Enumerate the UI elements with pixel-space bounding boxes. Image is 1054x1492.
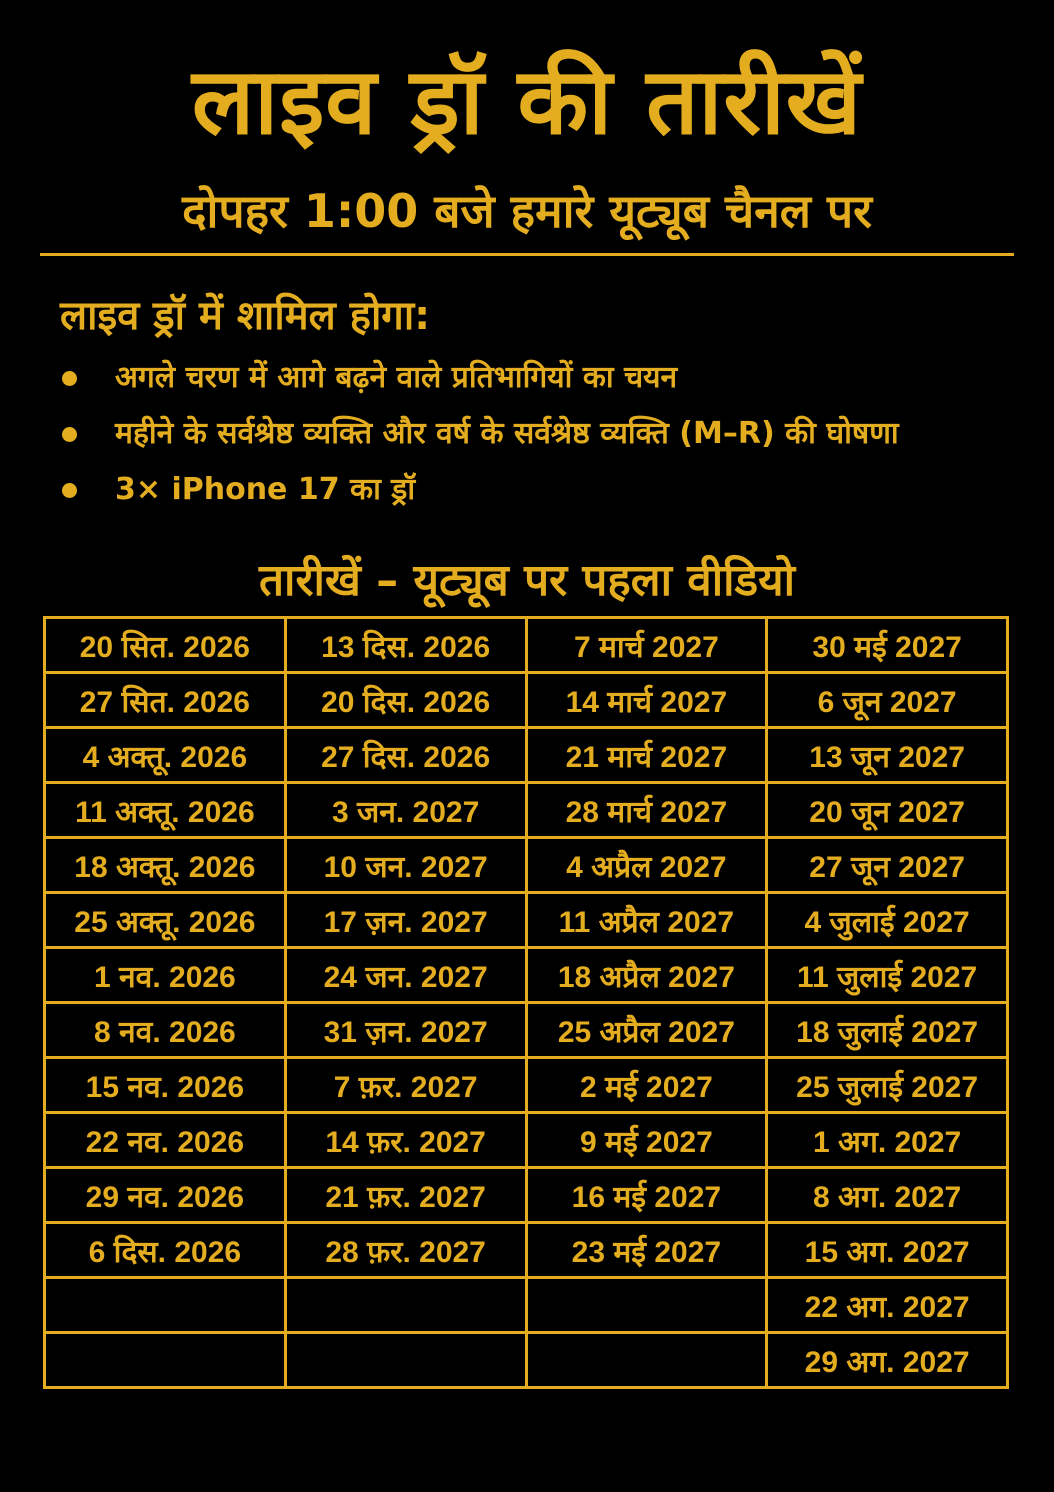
date-cell: 20 दिस. 2026 (285, 673, 526, 728)
date-cell: 11 अप्रैल 2027 (526, 893, 767, 948)
date-cell: 11 अक्तू. 2026 (45, 783, 286, 838)
page-subtitle: दोपहर 1:00 बजे हमारे यूट्यूब चैनल पर (182, 184, 872, 238)
table-row (45, 618, 1008, 673)
date-cell (285, 1278, 526, 1333)
divider (40, 253, 1014, 256)
date-cell: 18 अप्रैल 2027 (526, 948, 767, 1003)
table-row (45, 1058, 1008, 1113)
dates-table (43, 616, 1009, 1389)
date-cell: 15 अग. 2027 (767, 1223, 1008, 1278)
table-row (45, 1333, 1008, 1388)
date-cell: 17 ज़न. 2027 (285, 893, 526, 948)
date-cell: 7 फ़र. 2027 (285, 1058, 526, 1113)
list-item (60, 462, 899, 518)
date-cell: 22 अग. 2027 (767, 1278, 1008, 1333)
date-cell: 22 नव. 2026 (45, 1113, 286, 1168)
date-cell (285, 1333, 526, 1388)
page-title: लाइव ड्रॉ की तारीखें (191, 48, 863, 155)
date-cell: 1 अग. 2027 (767, 1113, 1008, 1168)
date-cell: 20 सित. 2026 (45, 618, 286, 673)
date-cell: 31 ज़न. 2027 (285, 1003, 526, 1058)
date-cell: 30 मई 2027 (767, 618, 1008, 673)
includes-list (60, 350, 899, 518)
table-row (45, 783, 1008, 838)
list-item-text: अगले चरण में आगे बढ़ने वाले प्रतिभागियों का चयन (115, 360, 678, 395)
date-cell: 25 अक्तू. 2026 (45, 893, 286, 948)
table-row (45, 1278, 1008, 1333)
date-cell: 3 जन. 2027 (285, 783, 526, 838)
date-cell: 16 मई 2027 (526, 1168, 767, 1223)
date-cell: 7 मार्च 2027 (526, 618, 767, 673)
table-row (45, 1113, 1008, 1168)
date-cell: 4 जुलाई 2027 (767, 893, 1008, 948)
date-cell: 8 नव. 2026 (45, 1003, 286, 1058)
date-cell: 6 दिस. 2026 (45, 1223, 286, 1278)
list-item (60, 406, 899, 462)
date-cell: 24 जन. 2027 (285, 948, 526, 1003)
date-cell (45, 1278, 286, 1333)
table-row (45, 1168, 1008, 1223)
bullet-icon (62, 371, 77, 386)
table-row (45, 1223, 1008, 1278)
date-cell: 29 अग. 2027 (767, 1333, 1008, 1388)
date-cell: 11 जुलाई 2027 (767, 948, 1008, 1003)
table-row (45, 838, 1008, 893)
table-row (45, 893, 1008, 948)
date-cell: 10 जन. 2027 (285, 838, 526, 893)
date-cell: 1 नव. 2026 (45, 948, 286, 1003)
date-cell: 23 मई 2027 (526, 1223, 767, 1278)
date-cell: 4 अप्रैल 2027 (526, 838, 767, 893)
date-cell: 4 अक्तू. 2026 (45, 728, 286, 783)
list-item-text: महीने के सर्वश्रेष्ठ व्यक्ति और वर्ष के सर्वश्रेष्ठ व्यक्ति (M–R) की घोषणा (115, 416, 899, 451)
date-cell (526, 1278, 767, 1333)
dates-heading: तारीखें – यूट्यूब पर पहला वीडियो (258, 555, 796, 606)
date-cell: 13 दिस. 2026 (285, 618, 526, 673)
date-cell: 29 नव. 2026 (45, 1168, 286, 1223)
date-cell (45, 1333, 286, 1388)
table-row (45, 948, 1008, 1003)
date-cell: 2 मई 2027 (526, 1058, 767, 1113)
date-cell: 21 मार्च 2027 (526, 728, 767, 783)
date-cell: 28 मार्च 2027 (526, 783, 767, 838)
date-cell: 14 फ़र. 2027 (285, 1113, 526, 1168)
date-cell: 21 फ़र. 2027 (285, 1168, 526, 1223)
date-cell: 20 जून 2027 (767, 783, 1008, 838)
date-cell: 27 दिस. 2026 (285, 728, 526, 783)
list-item (60, 350, 899, 406)
date-cell: 27 सित. 2026 (45, 673, 286, 728)
table-row (45, 673, 1008, 728)
list-item-text: 3× iPhone 17 का ड्रॉ (115, 472, 416, 507)
date-cell: 6 जून 2027 (767, 673, 1008, 728)
date-cell: 18 अक्तू. 2026 (45, 838, 286, 893)
date-cell (526, 1333, 767, 1388)
date-cell: 27 जून 2027 (767, 838, 1008, 893)
date-cell: 15 नव. 2026 (45, 1058, 286, 1113)
dates-table-body (45, 618, 1008, 1388)
table-row (45, 1003, 1008, 1058)
date-cell: 9 मई 2027 (526, 1113, 767, 1168)
date-cell: 25 अप्रैल 2027 (526, 1003, 767, 1058)
bullet-icon (62, 427, 77, 442)
includes-heading: लाइव ड्रॉ में शामिल होगा: (60, 293, 431, 339)
date-cell: 8 अग. 2027 (767, 1168, 1008, 1223)
bullet-icon (62, 483, 77, 498)
date-cell: 18 जुलाई 2027 (767, 1003, 1008, 1058)
date-cell: 25 जुलाई 2027 (767, 1058, 1008, 1113)
date-cell: 14 मार्च 2027 (526, 673, 767, 728)
table-row (45, 728, 1008, 783)
date-cell: 13 जून 2027 (767, 728, 1008, 783)
date-cell: 28 फ़र. 2027 (285, 1223, 526, 1278)
